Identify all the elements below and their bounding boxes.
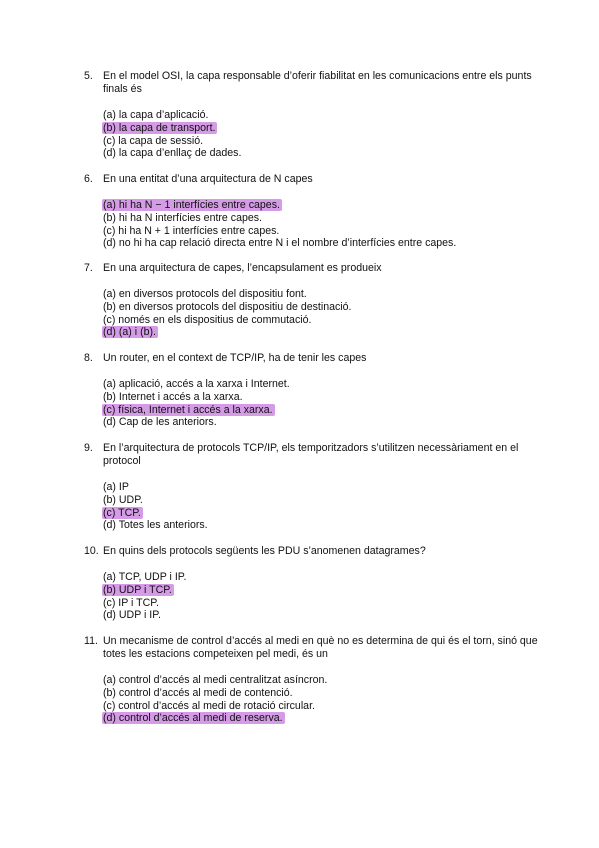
- question-7: [84, 262, 554, 339]
- question-number: 8.: [84, 352, 93, 364]
- option-a-selected: (a) hi ha N − 1 interfícies entre capes.: [103, 199, 280, 211]
- option-d: (d) no hi ha cap relació directa entre N i el nombre d’interfícies entre capes.: [103, 237, 457, 250]
- option-a: (a) IP: [103, 481, 129, 493]
- options-list: [103, 378, 554, 429]
- option-a: (a) control d’accés al medi centralitzat asíncron.: [103, 674, 328, 686]
- option-d: (d) la capa d’enllaç de dades.: [103, 147, 242, 160]
- question-text: En l’arquitectura de protocols TCP/IP, els temporitzadors s’utilitzen necessàriament en el protocol: [103, 442, 519, 467]
- question-number: 7.: [84, 262, 93, 274]
- option-c: (c) hi ha N + 1 interfícies entre capes.: [103, 224, 280, 237]
- options-list: [103, 288, 554, 339]
- question-6: [84, 173, 554, 250]
- option-b: (b) Internet i accés a la xarxa.: [103, 390, 243, 403]
- option-c: (c) la capa de sessió.: [103, 134, 204, 147]
- options-list: [103, 199, 554, 250]
- option-c: (c) només en els dispositius de commutació.: [103, 313, 312, 326]
- option-d: (d) UDP i IP.: [103, 609, 161, 622]
- options-list: [103, 571, 554, 622]
- question-text: En una arquitectura de capes, l’encapsulament es produeix: [103, 262, 382, 274]
- option-b: (b) hi ha N interfícies entre capes.: [103, 211, 262, 224]
- option-b-selected: (b) UDP i TCP.: [103, 583, 172, 596]
- question-5: [84, 70, 554, 160]
- question-9: [84, 442, 554, 532]
- option-c-selected: (c) TCP.: [103, 506, 141, 519]
- option-a: (a) en diversos protocols del dispositiu font.: [103, 288, 307, 300]
- question-text: Un router, en el context de TCP/IP, ha de tenir les capes: [103, 352, 367, 364]
- option-c-selected: (c) física, Internet i accés a la xarxa.: [103, 403, 273, 416]
- question-text: Un mecanisme de control d’accés al medi en què no es determina de qui és el torn, sinó que totes les estacions competeixen pel medi, és un: [103, 635, 538, 660]
- options-list: [103, 481, 554, 532]
- question-number: 6.: [84, 173, 93, 185]
- question-number: 10.: [84, 545, 99, 557]
- question-number: 11.: [84, 635, 98, 647]
- option-a: (a) aplicació, accés a la xarxa i Internet.: [103, 378, 290, 390]
- question-10: [84, 545, 554, 622]
- question-text: En una entitat d’una arquitectura de N capes: [103, 173, 313, 185]
- question-11: [84, 635, 554, 725]
- option-b-selected: (b) la capa de transport.: [103, 121, 216, 134]
- options-list: [103, 674, 554, 725]
- option-d: (d) Totes les anteriors.: [103, 519, 208, 532]
- option-d: (d) Cap de les anteriors.: [103, 416, 217, 429]
- question-number: 9.: [84, 442, 93, 454]
- option-a: (a) TCP, UDP i IP.: [103, 571, 187, 583]
- option-c: (c) control d’accés al medi de rotació circular.: [103, 699, 315, 712]
- option-d-selected: (d) (a) i (b).: [103, 326, 156, 339]
- option-b: (b) en diversos protocols del dispositiu de destinació.: [103, 300, 352, 313]
- option-d-selected: (d) control d’accés al medi de reserva.: [103, 712, 283, 725]
- question-text: En quins dels protocols següents les PDU s’anomenen datagrames?: [103, 545, 426, 557]
- option-b: (b) UDP.: [103, 493, 143, 506]
- option-c: (c) IP i TCP.: [103, 596, 159, 609]
- options-list: [103, 109, 554, 160]
- question-number: 5.: [84, 70, 93, 82]
- question-8: [84, 352, 554, 429]
- option-a: (a) la capa d’aplicació.: [103, 109, 209, 121]
- question-text: En el model OSI, la capa responsable d’oferir fiabilitat en les comunicacions entre els punts finals és: [103, 70, 532, 95]
- option-b: (b) control d’accés al medi de contenció.: [103, 686, 293, 699]
